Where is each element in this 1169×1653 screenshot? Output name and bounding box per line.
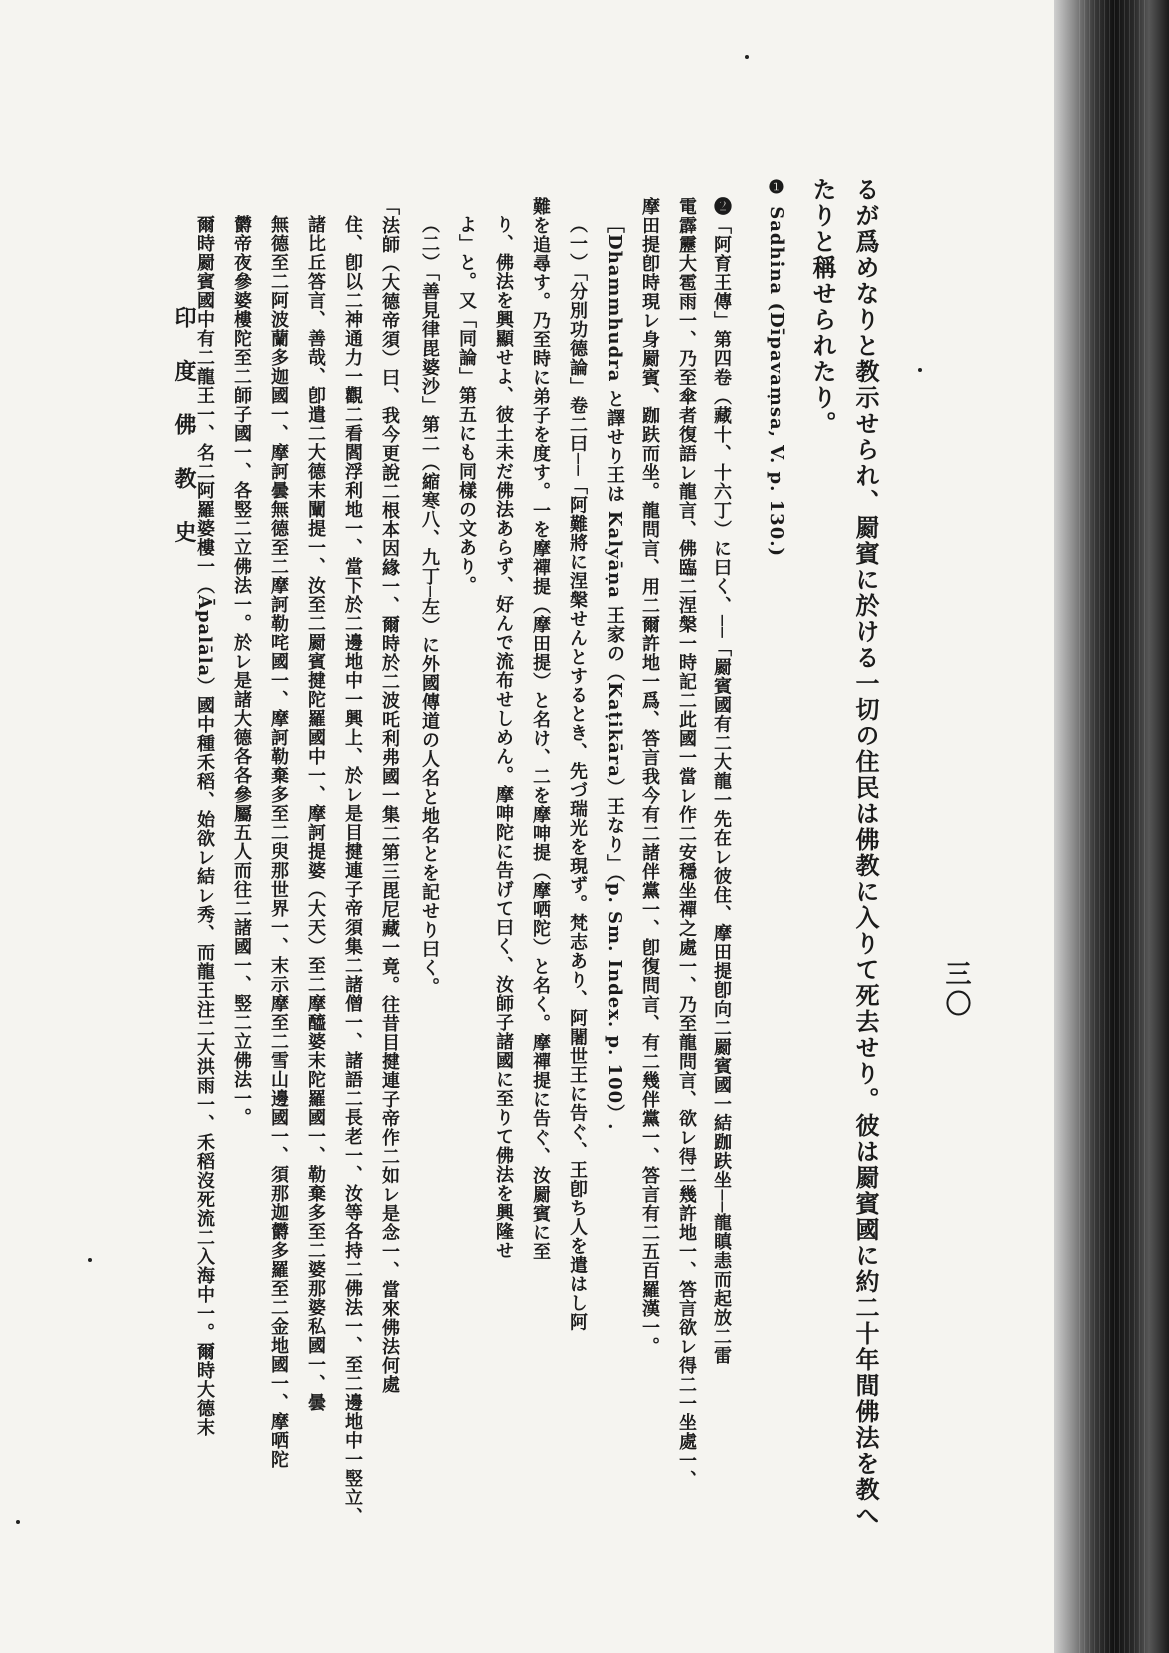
running-header-title: 印 度 佛 教 史	[171, 306, 197, 555]
note-a-line-2: 難を追尋す。乃至時に弟子を度す。一を摩禪提（摩田提）と名け、二を摩呻提（摩哂陀）と名く。摩禪提に告ぐ、汝罽賓に至	[530, 197, 551, 1261]
text-line-2: たりと稱せられたり。	[808, 177, 837, 437]
note-b-line-7: 爾時罽賓國中有二龍王一、名二阿羅婆樓一（Āpalāla）國中種禾稻、始欲レ結レ秀、而龍王注二大洪雨一、禾稻沒死流二入海中一。爾時大德末	[194, 215, 215, 1438]
note-a-line-3: り、佛法を興顯せよ、彼土未だ佛法あらず、好んで流布せしめん。摩呻陀に告げて曰く、汝師子諸國に至りて佛法を興隆せ	[493, 215, 514, 1260]
note-b-line-3: 住、卽以二神通力一觀二看閻浮利地一、當下於二邊地中一興上、於レ是目揵連子帝須集二諸僧一、諸語二長老一、汝等各持二佛法一、至二邊地中一竪立、	[342, 215, 363, 1526]
note-a-line-1: （一）「分別功德論」卷二曰──「阿難將に涅槃せんとするとき、先づ瑞光を現ず。梵志あり、阿闍世王に告ぐ、王卽ち人を遣はし阿	[567, 215, 588, 1332]
note-b-line-4: 諸比丘答言、善哉、卽遣二大德末闡提一、汝至二罽賓揵陀羅國中一、摩訶提婆（大天）至二摩醯婆末陀羅國一、勒棄多至二婆那婆私國一、曇	[305, 215, 326, 1412]
note-b-line-6: 欝帝夜參婆樓陀至二師子國一、各竪二立佛法一。於レ是諸大德各各參屬五人而往二諸國一、竪二立佛法一。	[231, 215, 252, 1127]
speck	[745, 55, 749, 59]
speck	[16, 1520, 20, 1524]
speck	[918, 368, 922, 372]
note-b-line-2: 「法師（大德帝須）曰、我今更說二根本因緣一、爾時於二波吒利弗國一集二第三毘尼藏一竟。往昔目揵連子帝作二如レ是念一、當來佛法何處	[379, 197, 400, 1394]
note-b-line-5: 無德至二阿波蘭多迦國一、摩訶曇無德至二摩訶勒咤國一、摩訶勒棄多至二臾那世界一、末示摩至二雪山邊國一、須那迦欝多羅至二金地國一、摩哂陀	[268, 215, 289, 1469]
footnote-2-line-1: ❷「阿育王傳」第四卷（藏十、十六丁）に曰く、──「罽賓國有二大龍一先在レ彼住、摩田提卽向二罽賓國一結跏趺坐──龍瞋恚而起放二雷	[711, 197, 732, 1366]
footnote-2-line-3: 摩田提卽時現レ身罽賓、跏趺而坐。龍問言、用二爾許地一爲、答言我今有二諸伴黨一、卽復問言、有二幾伴黨一、答言有二五百羅漢一。	[639, 197, 660, 1356]
footnote-1: ❶ Sadhina (Dīpavaṃsa, V. p. 130.)	[766, 177, 787, 557]
page-edges	[1079, 0, 1149, 1653]
book-spine	[1054, 0, 1169, 1653]
note-b-line-1: （二）「善見律毘婆沙」第二（縮寒八、九丁─左）に外國傳道の人名と地名とを記せり曰く。	[419, 215, 440, 997]
footnote-2-line-2: 電霹靂大雹雨一、乃至傘者復語レ龍言、佛臨二涅槃一時記二此國一當レ作二安穩坐禪之處一、乃至龍問言、欲レ得二幾許地一、答言欲レ得二一坐處一、	[676, 197, 697, 1489]
footnote-2-line-4: ［Dhammhudra と譯せり王は Kalyāṇa 王家の（Kaṭikāra）王なり」（p. Sm. Index. p. 100）.	[604, 215, 625, 1131]
page-number: 三〇	[941, 960, 971, 1020]
text-line-1: るが爲めなりと教示せられ、罽賓に於ける一切の住民は佛教に入りて死去せり。彼は罽賓國に約二十年間佛法を教へ	[851, 177, 880, 1529]
note-a-line-4: よ」と。又「同論」第五にも同樣の文あり。	[456, 215, 477, 595]
speck	[88, 1258, 92, 1262]
